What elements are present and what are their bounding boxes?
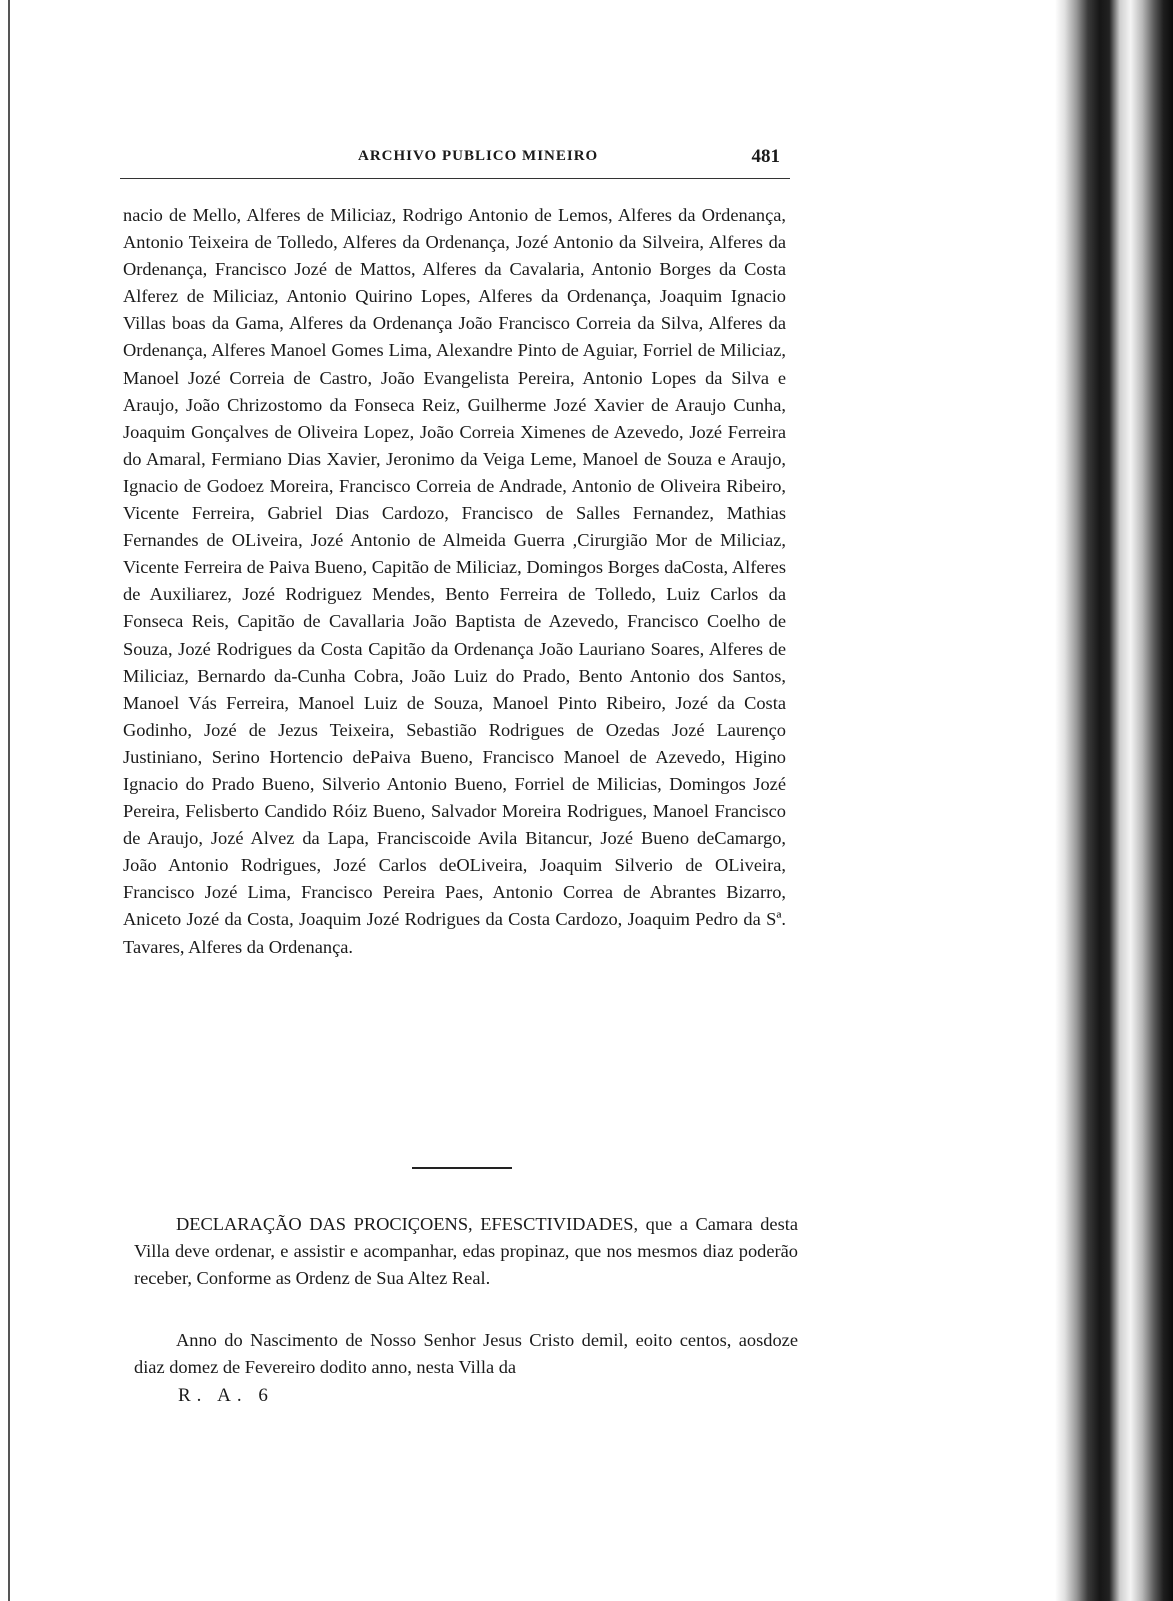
- page-header: [120, 148, 790, 184]
- section-separator: [412, 1167, 512, 1169]
- page-left-edge: [0, 0, 10, 1601]
- declaration-paragraph: [134, 1211, 798, 1293]
- names-paragraph: nacio de Mello, Alferes de Miliciaz, Rodrigo Antonio de Lemos, Alferes da Ordenança, Antonio Teixeira de Tolledo, Alferes da Ordenança, Jozé Antonio da Silveira, Alferes da Ordenança, Francisco Jozé de Mattos, Alferes da Cavalaria, Antonio Borges da Costa Alferez de Miliciaz, Antonio Quirino Lopes, Alferes da Ordenança, Joaquim Ignacio Villas boas da Gama, Alferes da Ordenança João Francisco Correia da Silva, Alferes da Ordenança, Alferes Manoel Gomes Lima, Alexandre Pinto de Aguiar, Forriel de Miliciaz, Manoel Jozé Correia de Castro, João Evangelista Pereira, Antonio Lopes da Silva e Araujo, João Chrizostomo da Fonseca Reiz, Guilherme Jozé Xavier de Araujo Cunha, Joaquim Gonçalves de Oliveira Lopez, João Correia Ximenes de Azevedo, Jozé Ferreira do Amaral, Fermiano Dias Xavier, Jeronimo da Veiga Leme, Manoel de Souza e Araujo, Ignacio de Godoez Moreira, Francisco Correia de Andrade, Antonio de Oliveira Ribeiro, Vicente Ferreira, Gabriel Dias Cardozo, Francisco de Salles Fernandez, Mathias Fernandes de OLiveira, Jozé Antonio de Almeida Guerra ,Cirurgião Mor de Miliciaz, Vicente Ferreira de Paiva Bueno, Capitão de Miliciaz, Domingos Borges daCosta, Alferes de Auxiliarez, Jozé Rodriguez Mendes, Bento Ferreira de Tolledo, Luiz Carlos da Fonseca Reis, Capitão de Cavallaria João Baptista de Azevedo, Francisco Coelho de Souza, Jozé Rodrigues da Costa Capitão da Ordenança João Lauriano Soares, Alferes de Miliciaz, Bernardo da-Cunha Cobra, João Luiz do Prado, Bento Antonio dos Santos, Manoel Vás Ferreira, Manoel Luiz de Souza, Manoel Pinto Ribeiro, Jozé da Costa Godinho, Jozé de Jezus Teixeira, Sebastião Rodrigues de Ozedas Jozé Laurenço Justiniano, Serino Hortencio dePaiva Bueno, Francisco Manoel de Azevedo, Higino Ignacio do Prado Bueno, Silverio Antonio Bueno, Forriel de Milicias, Domingos Jozé Pereira, Felisberto Candido Róiz Bueno, Salvador Moreira Rodrigues, Manoel Francisco de Araujo, Jozé Alvez da Lapa, Franciscoide Avila Bitancur, Jozé Bueno deCamargo, João Antonio Rodrigues, Jozé Carlos deOLiveira, Joaquim Silverio de OLiveira, Francisco Jozé Lima, Francisco Pereira Paes, Antonio Correa de Abrantes Bizarro, Aniceto Jozé da Costa, Joaquim Jozé Rodrigues da Costa Cardozo, Joaquim Pedro da Sª. Tavares, Alferes da Ordenança.: [123, 205, 786, 957]
- book-binding-shadow: [1055, 0, 1173, 1601]
- page-number: 481: [751, 146, 780, 167]
- declaration-heading: DECLARAÇÃO DAS PROCIÇOENS, EFESCTIVIDADES,: [176, 1214, 639, 1234]
- running-title: ARCHIVO PUBLICO MINEIRO: [358, 148, 599, 164]
- signature-mark: R. A. 6: [178, 1385, 274, 1406]
- header-rule: [120, 178, 790, 179]
- declaration-text: que a Camara desta Villa deve ordenar, e assistir e acompanhar, edas propinaz, que nos mesmos diaz poderão receber, Conforme as Ordenz de Sua Altez Real.: [134, 1214, 798, 1289]
- anno-paragraph: Anno do Nascimento de Nosso Senhor Jesus Cristo demil, eoito centos, aosdoze diaz domez de Fevereiro dodito anno, nesta Villa da: [134, 1330, 798, 1378]
